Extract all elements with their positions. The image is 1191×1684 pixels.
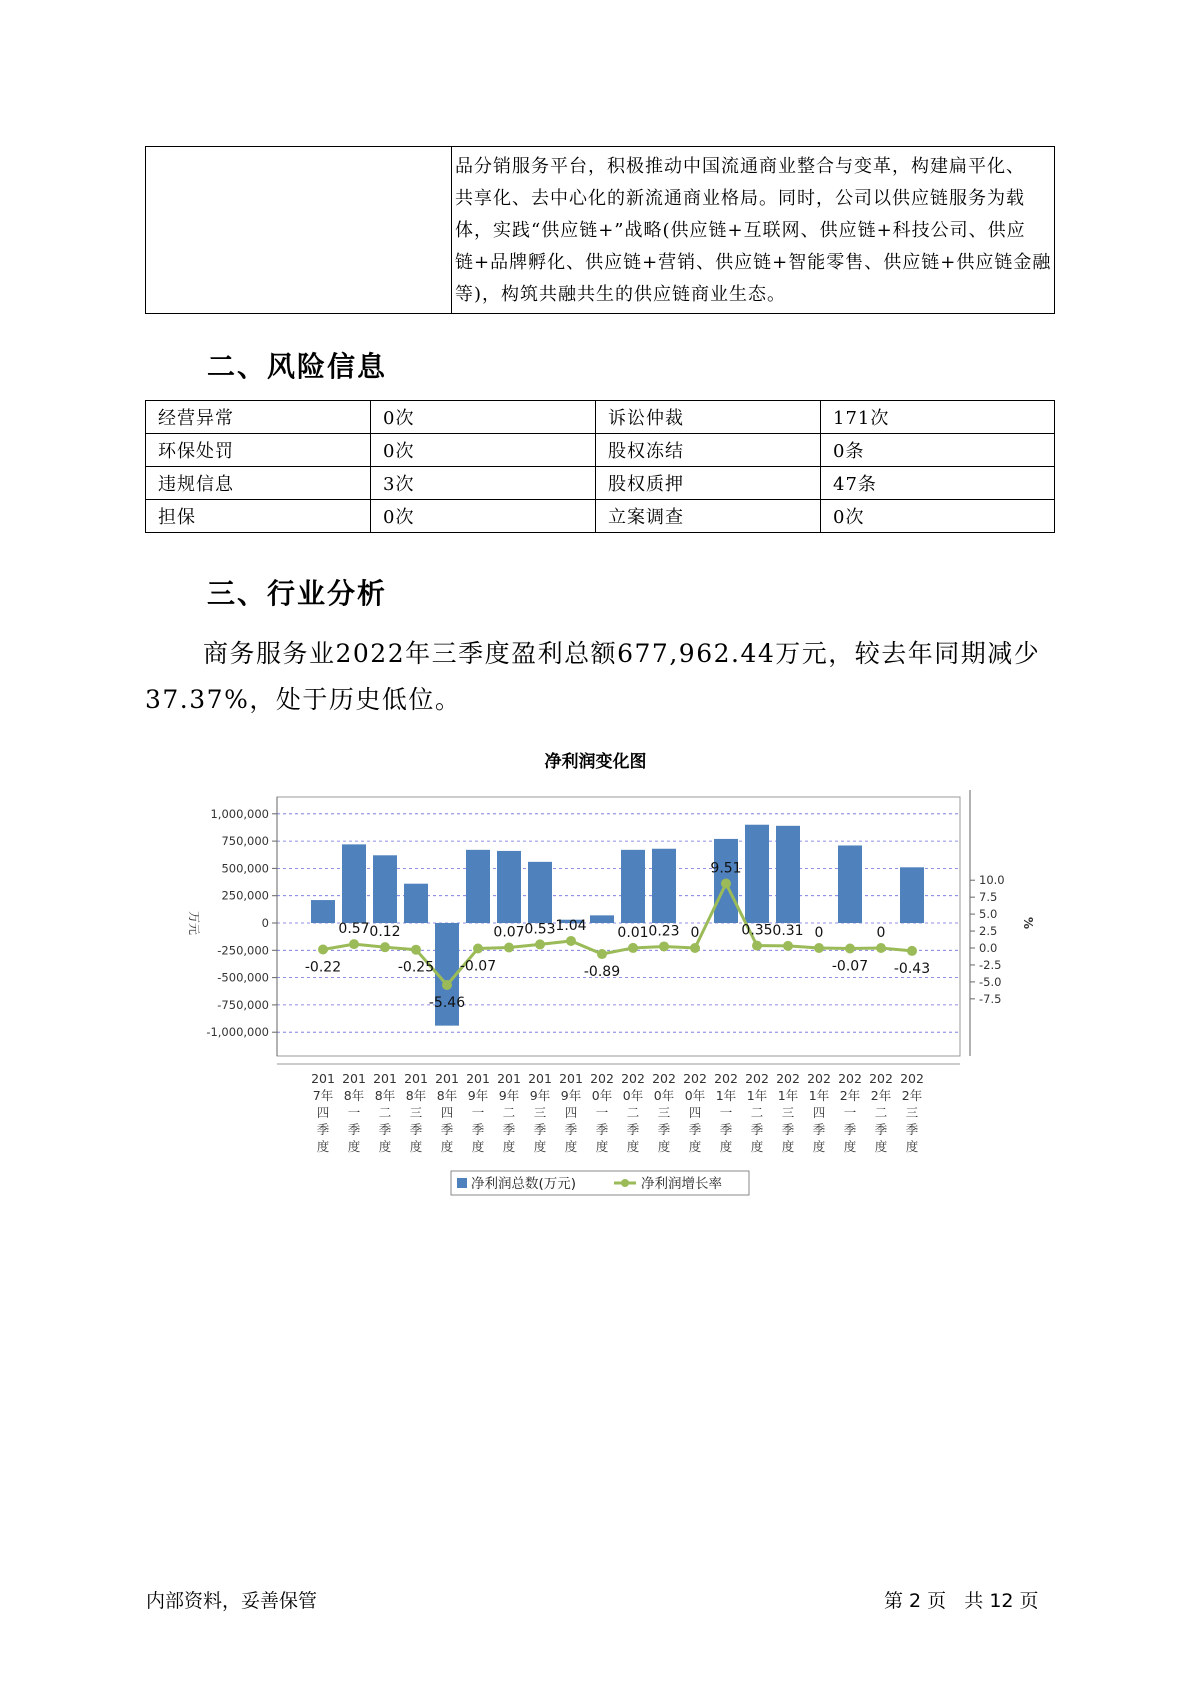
risk-value: 3次	[371, 467, 596, 500]
x-tick-label: 一	[719, 1105, 733, 1120]
x-tick-label: 8年	[436, 1088, 458, 1103]
growth-rate-point	[907, 946, 917, 956]
x-tick-label: 202	[590, 1071, 614, 1086]
x-tick-label: 度	[781, 1139, 795, 1154]
x-tick-label: 9年	[529, 1088, 551, 1103]
bar	[311, 900, 335, 923]
x-tick-label: 0年	[653, 1088, 675, 1103]
growth-rate-data-label: -0.22	[304, 959, 342, 976]
y-right-tick-label: 0.0	[979, 941, 998, 955]
x-tick-label: 季	[595, 1122, 609, 1137]
x-tick-label: 一	[347, 1105, 361, 1120]
legend-line-label: 净利润增长率	[641, 1176, 722, 1192]
x-tick-label: 度	[378, 1139, 392, 1154]
x-tick-label: 201	[311, 1071, 335, 1086]
x-tick-label: 1年	[808, 1088, 830, 1103]
bar	[466, 850, 490, 923]
legend-bar-label: 净利润总数(万元)	[471, 1176, 577, 1192]
bar	[838, 845, 862, 923]
y-left-tick-label: -250,000	[217, 943, 269, 958]
y-right-tick-label: -5.0	[979, 974, 1002, 989]
x-tick-label: 二	[378, 1105, 392, 1120]
intro-line: 链+品牌孵化、供应链+营销、供应链+智能零售、供应链+供应链金融	[455, 252, 1052, 273]
x-tick-label: 度	[502, 1139, 516, 1154]
growth-rate-data-label: -5.46	[428, 995, 466, 1012]
bar	[404, 884, 428, 923]
x-tick-label: 202	[900, 1071, 924, 1086]
x-tick-label: 202	[652, 1071, 676, 1086]
y-right-tick-label: 2.5	[979, 924, 998, 939]
growth-rate-point	[442, 980, 452, 990]
x-tick-label: 二	[626, 1105, 640, 1120]
bar	[745, 825, 769, 923]
risk-value: 0次	[371, 434, 596, 467]
x-tick-label: 二	[502, 1105, 516, 1120]
x-tick-label: 季	[533, 1122, 547, 1137]
x-tick-label: 季	[688, 1122, 702, 1137]
x-tick-label: 季	[781, 1122, 795, 1137]
x-tick-label: 1年	[777, 1088, 799, 1103]
x-tick-label: 0年	[684, 1088, 706, 1103]
x-tick-label: 季	[471, 1122, 485, 1137]
growth-rate-data-label: -0.89	[583, 964, 621, 981]
growth-rate-point	[411, 945, 421, 955]
y-left-axis-label: 万元	[187, 910, 201, 936]
y-right-axis-label: %	[1021, 916, 1035, 930]
growth-rate-point	[783, 941, 793, 951]
growth-rate-data-label: 0.01	[617, 924, 649, 941]
growth-rate-data-label: 0.31	[772, 922, 804, 939]
analysis-paragraph: 商务服务业2022年三季度盈利总额677,962.44万元，较去年同期减少37.37%，处于历史低位。	[145, 639, 1041, 714]
x-tick-label: 一	[471, 1105, 485, 1120]
x-tick-label: 度	[440, 1139, 454, 1154]
y-right-tick-label: -7.5	[979, 991, 1002, 1006]
y-left-tick-label: 0	[261, 916, 269, 930]
legend-bar-swatch	[457, 1178, 467, 1188]
growth-rate-data-label: 0	[690, 925, 700, 941]
x-tick-label: 201	[404, 1071, 428, 1086]
x-tick-label: 2年	[870, 1088, 892, 1103]
growth-rate-data-label: 0	[814, 925, 824, 941]
x-tick-label: 度	[595, 1139, 609, 1154]
x-tick-label: 季	[409, 1122, 423, 1137]
growth-rate-point	[504, 943, 514, 953]
risk-label: 立案调查	[596, 500, 821, 533]
growth-rate-point	[473, 943, 483, 953]
growth-rate-data-label: 0.07	[493, 924, 525, 941]
x-tick-label: 度	[719, 1139, 733, 1154]
footer-note: 内部资料，妥善保管	[146, 1590, 318, 1612]
x-tick-label: 8年	[374, 1088, 396, 1103]
growth-rate-point	[566, 936, 576, 946]
risk-label: 经营异常	[146, 401, 371, 434]
x-tick-label: 季	[719, 1122, 733, 1137]
bar	[776, 826, 800, 923]
x-tick-label: 度	[750, 1139, 764, 1154]
x-tick-label: 202	[714, 1071, 738, 1086]
x-tick-label: 二	[750, 1105, 764, 1120]
bar	[342, 844, 366, 923]
x-tick-label: 7年	[312, 1088, 334, 1103]
growth-rate-point	[814, 943, 824, 953]
growth-rate-point	[845, 943, 855, 953]
risk-label: 诉讼仲裁	[596, 401, 821, 434]
x-tick-label: 201	[373, 1071, 397, 1086]
risk-value: 0次	[371, 401, 596, 434]
x-tick-label: 季	[905, 1122, 919, 1137]
x-tick-label: 一	[843, 1105, 857, 1120]
risk-label: 环保处罚	[146, 434, 371, 467]
x-tick-label: 季	[843, 1122, 857, 1137]
risk-value: 47条	[821, 467, 1055, 500]
growth-rate-data-label: -0.07	[459, 958, 497, 975]
x-tick-label: 201	[342, 1071, 366, 1086]
growth-rate-point	[318, 944, 328, 954]
x-tick-label: 季	[657, 1122, 671, 1137]
x-tick-label: 度	[874, 1139, 888, 1154]
growth-rate-data-label: 0	[876, 925, 886, 941]
y-left-tick-label: 250,000	[221, 888, 269, 903]
growth-rate-data-label: 0.57	[338, 921, 370, 938]
growth-rate-point	[752, 941, 762, 951]
risk-label: 股权质押	[596, 467, 821, 500]
y-left-tick-label: 500,000	[221, 861, 269, 876]
y-right-tick-label: 10.0	[979, 873, 1005, 888]
bar	[900, 867, 924, 923]
growth-rate-data-label: 9.51	[710, 860, 742, 877]
growth-rate-point	[721, 879, 731, 889]
intro-line: 体，实践“供应链+”战略(供应链+互联网、供应链+科技公司、供应	[455, 220, 1026, 241]
x-tick-label: 202	[838, 1071, 862, 1086]
x-tick-label: 2年	[839, 1088, 861, 1103]
y-left-tick-label: -1,000,000	[206, 1025, 269, 1040]
x-tick-label: 0年	[591, 1088, 613, 1103]
x-tick-label: 8年	[405, 1088, 427, 1103]
y-left-tick-label: 750,000	[221, 834, 269, 849]
risk-label: 违规信息	[146, 467, 371, 500]
x-tick-label: 202	[745, 1071, 769, 1086]
growth-rate-data-label: 0.53	[524, 921, 556, 938]
x-tick-label: 202	[683, 1071, 707, 1086]
x-tick-label: 度	[688, 1139, 702, 1154]
x-tick-label: 一	[595, 1105, 609, 1120]
bar	[590, 915, 614, 923]
x-tick-label: 度	[564, 1139, 578, 1154]
x-tick-label: 度	[812, 1139, 826, 1154]
x-tick-label: 季	[874, 1122, 888, 1137]
x-tick-label: 201	[528, 1071, 552, 1086]
x-tick-label: 四	[564, 1105, 578, 1120]
x-tick-label: 三	[533, 1105, 547, 1120]
x-tick-label: 0年	[622, 1088, 644, 1103]
x-tick-label: 度	[843, 1139, 857, 1154]
x-tick-label: 201	[466, 1071, 490, 1086]
growth-rate-data-label: -0.25	[397, 959, 435, 976]
growth-rate-point	[380, 942, 390, 952]
risk-label: 股权冻结	[596, 434, 821, 467]
x-tick-label: 季	[378, 1122, 392, 1137]
x-tick-label: 1年	[715, 1088, 737, 1103]
x-tick-label: 季	[564, 1122, 578, 1137]
growth-rate-point	[535, 939, 545, 949]
growth-rate-point	[659, 941, 669, 951]
x-tick-label: 2年	[901, 1088, 923, 1103]
legend-line-marker	[621, 1179, 629, 1187]
x-tick-label: 9年	[467, 1088, 489, 1103]
x-tick-label: 201	[435, 1071, 459, 1086]
section-heading-industry: 三、行业分析	[207, 577, 388, 610]
bar	[497, 851, 521, 923]
x-tick-label: 202	[869, 1071, 893, 1086]
x-tick-label: 季	[440, 1122, 454, 1137]
intro-line: 共享化、去中心化的新流通商业格局。同时，公司以供应链服务为载	[455, 188, 1025, 209]
x-tick-label: 三	[657, 1105, 671, 1120]
risk-value: 171次	[821, 401, 1055, 434]
x-tick-label: 度	[657, 1139, 671, 1154]
growth-rate-data-label: 0.23	[648, 923, 680, 940]
x-tick-label: 度	[409, 1139, 423, 1154]
x-tick-label: 度	[905, 1139, 919, 1154]
x-tick-label: 四	[316, 1105, 330, 1120]
x-tick-label: 季	[347, 1122, 361, 1137]
section-heading-risk: 二、风险信息	[207, 350, 388, 383]
x-tick-label: 201	[559, 1071, 583, 1086]
y-left-tick-label: -500,000	[217, 970, 269, 985]
x-tick-label: 9年	[560, 1088, 582, 1103]
x-tick-label: 度	[347, 1139, 361, 1154]
growth-rate-point	[690, 943, 700, 953]
growth-rate-point	[597, 949, 607, 959]
x-tick-label: 三	[781, 1105, 795, 1120]
y-right-tick-label: -2.5	[979, 957, 1002, 972]
growth-rate-data-label: -0.43	[893, 960, 931, 977]
x-tick-label: 1年	[746, 1088, 768, 1103]
risk-value: 0次	[371, 500, 596, 533]
growth-rate-data-label: 0.35	[741, 922, 773, 939]
x-tick-label: 202	[776, 1071, 800, 1086]
risk-label: 担保	[146, 500, 371, 533]
growth-rate-data-label: 1.04	[555, 917, 587, 934]
x-tick-label: 度	[533, 1139, 547, 1154]
x-tick-label: 季	[502, 1122, 516, 1137]
x-tick-label: 季	[812, 1122, 826, 1137]
x-tick-label: 三	[409, 1105, 423, 1120]
x-tick-label: 8年	[343, 1088, 365, 1103]
x-tick-label: 度	[626, 1139, 640, 1154]
x-tick-label: 四	[688, 1105, 702, 1120]
intro-line: 等)，构筑共融共生的供应链商业生态。	[455, 284, 787, 305]
risk-value: 0条	[821, 434, 1055, 467]
bar	[373, 855, 397, 923]
bar	[528, 862, 552, 923]
growth-rate-point	[876, 943, 886, 953]
growth-rate-point	[349, 939, 359, 949]
risk-value: 0次	[821, 500, 1055, 533]
x-tick-label: 201	[497, 1071, 521, 1086]
y-right-tick-label: 5.0	[979, 907, 998, 922]
y-left-tick-label: 1,000,000	[210, 806, 269, 821]
x-tick-label: 季	[316, 1122, 330, 1137]
bar	[621, 850, 645, 923]
y-left-tick-label: -750,000	[217, 997, 269, 1012]
x-tick-label: 度	[316, 1139, 330, 1154]
x-tick-label: 202	[621, 1071, 645, 1086]
x-tick-label: 三	[905, 1105, 919, 1120]
chart-title: 净利润变化图	[544, 752, 647, 772]
x-tick-label: 度	[471, 1139, 485, 1154]
x-tick-label: 二	[874, 1105, 888, 1120]
page-number: 第 2 页 共 12 页	[884, 1590, 1039, 1612]
x-tick-label: 9年	[498, 1088, 520, 1103]
growth-rate-data-label: -0.07	[831, 958, 869, 975]
x-tick-label: 季	[750, 1122, 764, 1137]
x-tick-label: 季	[626, 1122, 640, 1137]
intro-line: 品分销服务平台，积极推动中国流通商业整合与变革，构建扁平化、	[455, 156, 1025, 177]
growth-rate-point	[628, 943, 638, 953]
growth-rate-data-label: 0.12	[369, 924, 401, 941]
x-tick-label: 202	[807, 1071, 831, 1086]
x-tick-label: 四	[812, 1105, 826, 1120]
x-tick-label: 四	[440, 1105, 454, 1120]
bar	[652, 849, 676, 923]
y-right-tick-label: 7.5	[979, 890, 998, 905]
